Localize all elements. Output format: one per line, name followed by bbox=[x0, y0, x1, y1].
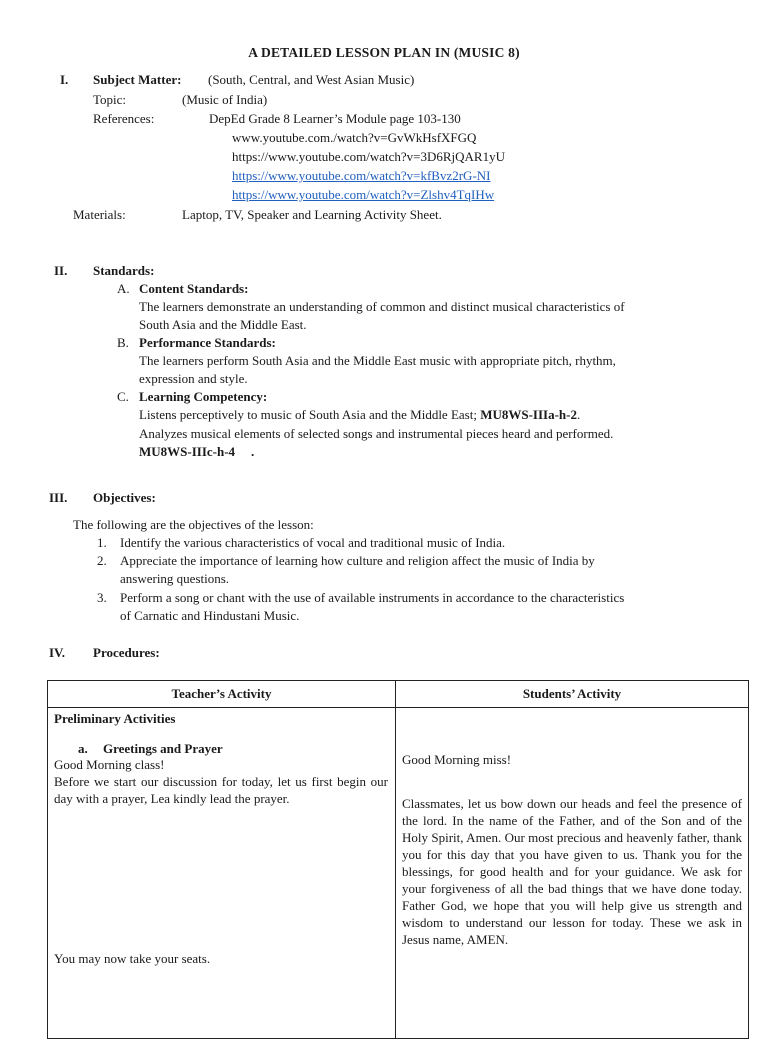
content-standards-label: Content Standards: bbox=[139, 281, 249, 296]
objective-1-line-1: Identify the various characteristics of vocal and traditional music of India. bbox=[120, 535, 506, 550]
subject-matter-value: (South, Central, and West Asian Music) bbox=[208, 72, 415, 87]
competency-code-2: MU8WS-IIIc-h-4 bbox=[139, 444, 236, 459]
teacher-prayer-request: Before we start our discussion for today, let us first begin our day with a prayer, Lea kindly lead the prayer. bbox=[54, 774, 388, 806]
content-standards-line-2: South Asia and the Middle East. bbox=[139, 317, 307, 332]
students-activity-header: Students’ Activity bbox=[396, 681, 749, 708]
objective-2-num: 2. bbox=[97, 553, 107, 568]
learning-competency-text-1: Listens perceptively to music of South Asia and the Middle East; bbox=[139, 407, 477, 422]
performance-standards-label: Performance Standards: bbox=[139, 335, 276, 350]
materials-value: Laptop, TV, Speaker and Learning Activity Sheet. bbox=[182, 207, 442, 222]
standard-b-letter: B. bbox=[117, 335, 129, 350]
section-numeral-i: I. bbox=[60, 72, 69, 87]
teacher-greeting: Good Morning class! bbox=[54, 757, 165, 772]
performance-standards-line-2: expression and style. bbox=[139, 371, 248, 386]
student-prayer: Classmates, let us bow down our heads and feel the presence of the lord. In the name of the Father, and of the Son and of the Holy Spirit, Amen. Our most precious and heavenly father, thank you for this day that you have given to us. Thank you for the blessings, for good health and for your guidance. We ask for your forgiveness of all the bad things that we have done today. Father God, we hope that you will help give us strength and wisdom to understand our lesson for today. These we ask in Jesus name, AMEN. bbox=[402, 796, 742, 947]
reference-link-3[interactable]: https://www.youtube.com/watch?v=kfBvz2rG-NI bbox=[232, 168, 491, 183]
topic-label: Topic: bbox=[93, 92, 127, 107]
subject-matter-label: Subject Matter: bbox=[93, 72, 182, 87]
objectives-label: Objectives: bbox=[93, 490, 156, 505]
reference-url-1: www.youtube.com./watch?v=GvWkHsfXFGQ bbox=[232, 130, 477, 145]
preliminary-activities-label: Preliminary Activities bbox=[54, 711, 176, 726]
learning-competency-label: Learning Competency: bbox=[139, 389, 268, 404]
procedures-label: Procedures: bbox=[93, 645, 160, 660]
document-title: A DETAILED LESSON PLAN IN (MUSIC 8) bbox=[248, 45, 520, 60]
materials-label: Materials: bbox=[73, 207, 126, 222]
objective-2-line-1: Appreciate the importance of learning how culture and religion affect the music of India by bbox=[120, 553, 595, 568]
performance-standards-line-1: The learners perform South Asia and the Middle East music with appropriate pitch, rhythm, bbox=[139, 353, 616, 368]
section-numeral-iii: III. bbox=[49, 490, 68, 505]
table-row bbox=[48, 708, 749, 1039]
students-activity-cell bbox=[396, 708, 749, 1039]
learning-competency-line-1: Listens perceptively to music of South Asia and the Middle East; MU8WS-IIIa-h-2. bbox=[139, 407, 581, 422]
teacher-activity-header: Teacher’s Activity bbox=[48, 681, 396, 708]
procedures-table-header bbox=[48, 681, 749, 708]
teacher-take-seats: You may now take your seats. bbox=[54, 951, 211, 966]
content-standards-line-1: The learners demonstrate an understanding of common and distinct musical characteristics of bbox=[139, 299, 625, 314]
standards-label: Standards: bbox=[93, 263, 155, 278]
reference-link-4[interactable]: https://www.youtube.com/watch?v=Zlshv4TqIHw bbox=[232, 187, 495, 202]
references-label: References: bbox=[93, 111, 155, 126]
objective-3-line-2: of Carnatic and Hindustani Music. bbox=[120, 608, 300, 623]
competency-code-1: MU8WS-IIIa-h-2 bbox=[480, 407, 577, 422]
procedures-table bbox=[47, 680, 749, 1039]
greetings-prayer-label: Greetings and Prayer bbox=[103, 741, 223, 756]
section-numeral-iv: IV. bbox=[49, 645, 66, 660]
objectives-intro: The following are the objectives of the lesson: bbox=[73, 517, 314, 532]
topic-value: (Music of India) bbox=[182, 92, 268, 107]
objective-3-num: 3. bbox=[97, 590, 107, 605]
competency-code-2-period: . bbox=[251, 444, 255, 459]
learning-competency-line-2: Analyzes musical elements of selected songs and instrumental pieces heard and performed. bbox=[139, 426, 614, 441]
greetings-letter: a. bbox=[78, 741, 88, 756]
objective-2-line-2: answering questions. bbox=[120, 571, 230, 586]
objective-3-line-1: Perform a song or chant with the use of available instruments in accordance to the characteristics bbox=[120, 590, 625, 605]
reference-module: DepEd Grade 8 Learner’s Module page 103-130 bbox=[209, 111, 461, 126]
reference-url-2: https://www.youtube.com/watch?v=3D6RjQAR1yU bbox=[232, 149, 505, 164]
student-greeting: Good Morning miss! bbox=[402, 752, 512, 767]
teacher-activity-cell bbox=[48, 708, 396, 1039]
standard-a-letter: A. bbox=[117, 281, 130, 296]
section-numeral-ii: II. bbox=[54, 263, 68, 278]
standard-c-letter: C. bbox=[117, 389, 129, 404]
objective-1-num: 1. bbox=[97, 535, 107, 550]
